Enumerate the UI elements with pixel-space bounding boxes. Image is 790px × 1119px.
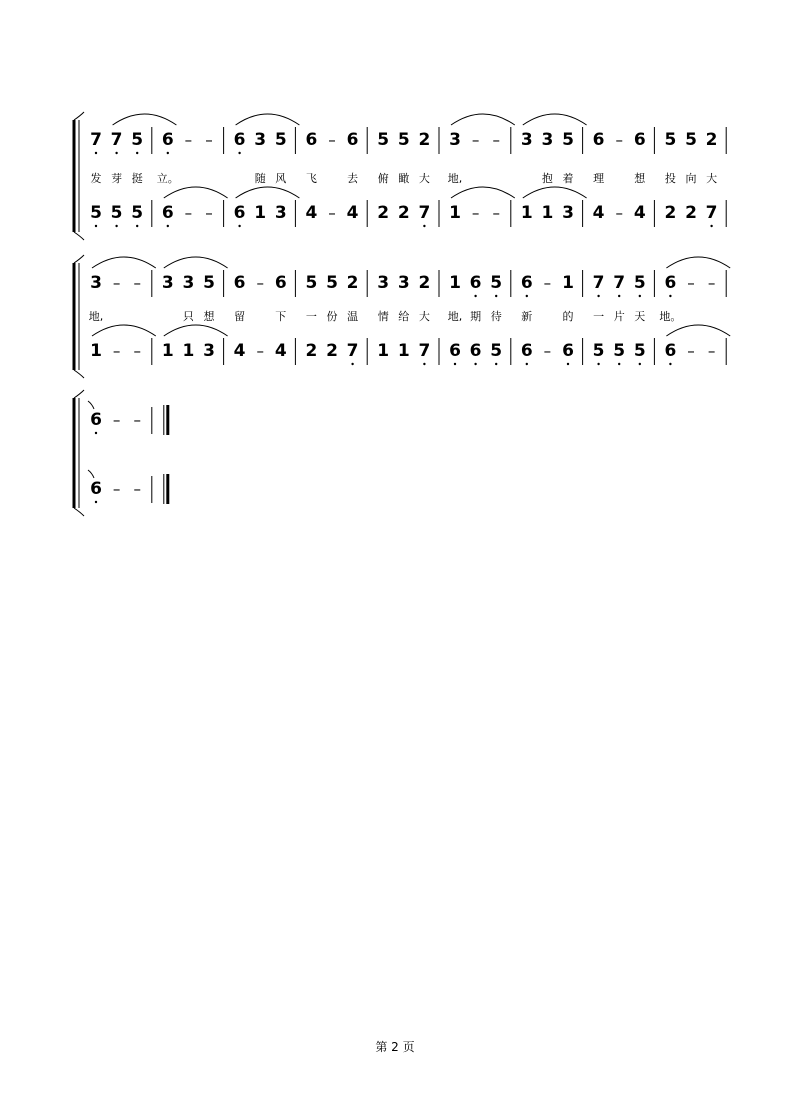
upper-dash: – <box>133 411 141 429</box>
lower-note: 2 <box>305 341 318 361</box>
upper-note: 3 <box>254 130 267 150</box>
upper-note: 6 <box>90 410 102 430</box>
tie-end-mark <box>88 470 94 478</box>
lyric-char: 想 <box>203 310 215 323</box>
upper-note: 5 <box>326 273 338 293</box>
low-octave-dot <box>526 363 528 365</box>
lower-note: 1 <box>541 203 554 223</box>
lyric-char: 投 <box>664 172 676 185</box>
upper-dash: – <box>471 131 480 149</box>
lower-note: 6 <box>90 479 102 499</box>
lyric-char: 留 <box>234 310 246 323</box>
lyric-char: 大 <box>706 172 718 185</box>
low-octave-dot <box>495 295 497 297</box>
slur-tie <box>451 187 515 198</box>
lower-note: 1 <box>449 203 461 223</box>
lyric-char: 片 <box>613 310 625 323</box>
lyric-char: 着 <box>562 172 574 185</box>
lyric-char: 下 <box>275 310 287 323</box>
slur-tie <box>236 114 300 125</box>
low-octave-dot <box>95 432 97 434</box>
low-octave-dot <box>597 363 599 365</box>
lyric-char: 飞 <box>305 172 317 185</box>
low-octave-dot <box>167 152 169 154</box>
low-octave-dot <box>597 295 599 297</box>
upper-dash: – <box>256 274 264 292</box>
lower-note: 6 <box>233 203 246 223</box>
lower-note: 6 <box>520 341 533 361</box>
lower-note: 5 <box>110 203 123 223</box>
lower-note: 3 <box>562 203 574 223</box>
upper-note: 3 <box>182 273 195 293</box>
tie-end-mark <box>88 401 94 409</box>
lower-dash: – <box>471 204 480 222</box>
low-octave-dot <box>351 363 353 365</box>
lower-note: 4 <box>274 341 287 361</box>
lyric-char: 立。 <box>156 172 179 185</box>
upper-dash: – <box>112 411 121 429</box>
upper-note: 1 <box>562 273 574 293</box>
lyric-char: 地, <box>447 310 463 323</box>
upper-note: 6 <box>233 273 246 293</box>
lower-note: 1 <box>254 203 267 223</box>
lower-dash: – <box>112 342 121 360</box>
low-octave-dot <box>454 363 456 365</box>
lyric-char: 期 <box>470 310 482 323</box>
lower-note: 4 <box>346 203 359 223</box>
low-octave-dot <box>669 363 671 365</box>
upper-note: 7 <box>613 273 626 293</box>
lyric-char: 只 <box>182 310 194 323</box>
slur-tie <box>523 114 587 125</box>
upper-note: 6 <box>520 273 533 293</box>
upper-note: 5 <box>490 273 503 293</box>
lyric-char: 去 <box>347 172 359 185</box>
upper-note: 3 <box>377 273 390 293</box>
low-octave-dot <box>167 225 169 227</box>
lower-note: 5 <box>490 341 503 361</box>
low-octave-dot <box>115 225 117 227</box>
low-octave-dot <box>95 225 97 227</box>
upper-note: 2 <box>418 130 431 150</box>
lower-note: 2 <box>326 341 338 361</box>
upper-note: 2 <box>346 273 359 293</box>
low-octave-dot <box>618 295 620 297</box>
lyric-char: 瞰 <box>398 172 410 185</box>
slur-tie <box>164 257 228 268</box>
slur-tie <box>113 114 177 125</box>
low-octave-dot <box>136 225 138 227</box>
low-octave-dot <box>95 501 97 503</box>
lower-dash: – <box>543 342 552 360</box>
low-octave-dot <box>526 295 528 297</box>
lyric-char: 想 <box>634 172 646 185</box>
upper-note: 2 <box>418 273 431 293</box>
lyric-char: 温 <box>347 310 359 323</box>
lower-dash: – <box>328 204 336 222</box>
upper-note: 6 <box>469 273 482 293</box>
slur-tie <box>523 187 587 198</box>
low-octave-dot <box>669 295 671 297</box>
lower-note: 3 <box>274 203 287 223</box>
upper-dash: – <box>707 274 716 292</box>
lyric-char: 的 <box>562 310 574 323</box>
lyric-char: 俯 <box>377 172 389 185</box>
lower-note: 1 <box>182 341 195 361</box>
lower-note: 6 <box>562 341 574 361</box>
bracket-hook-top <box>74 255 84 263</box>
upper-note: 3 <box>520 130 533 150</box>
lyric-char: 抱 <box>541 172 553 185</box>
upper-note: 6 <box>274 273 287 293</box>
low-octave-dot <box>474 363 476 365</box>
lower-note: 7 <box>705 203 718 223</box>
upper-note: 6 <box>161 130 174 150</box>
lyric-char: 挺 <box>131 172 143 185</box>
slur-tie <box>164 187 228 198</box>
upper-dash: – <box>184 131 193 149</box>
bracket-hook-bottom <box>74 508 84 516</box>
upper-dash: – <box>687 274 695 292</box>
slur-tie <box>92 325 156 336</box>
low-octave-dot <box>423 363 425 365</box>
lower-dash: – <box>205 204 213 222</box>
bracket-hook-bottom <box>74 232 84 240</box>
lower-note: 2 <box>377 203 390 223</box>
lower-dash: – <box>492 204 500 222</box>
lyric-char: 情 <box>377 310 389 323</box>
lower-note: 7 <box>418 203 431 223</box>
lyric-char: 天 <box>634 310 646 323</box>
lyric-char: 大 <box>418 172 430 185</box>
lower-note: 7 <box>418 341 431 361</box>
upper-note: 5 <box>664 130 677 150</box>
lower-note: 4 <box>233 341 246 361</box>
low-octave-dot <box>639 295 641 297</box>
upper-note: 7 <box>592 273 605 293</box>
upper-note: 3 <box>161 273 174 293</box>
lower-note: 7 <box>346 341 359 361</box>
upper-dash: – <box>543 274 552 292</box>
lower-note: 5 <box>613 341 626 361</box>
lyric-char: 待 <box>490 310 502 323</box>
lower-note: 1 <box>397 341 410 361</box>
page-number: 第 2 页 <box>375 1040 415 1054</box>
upper-dash: – <box>328 131 336 149</box>
low-octave-dot <box>495 363 497 365</box>
upper-dash: – <box>492 131 500 149</box>
lower-dash: – <box>133 480 141 498</box>
upper-note: 6 <box>664 273 677 293</box>
lyric-char: 份 <box>326 310 338 323</box>
upper-note: 5 <box>305 273 318 293</box>
upper-note: 5 <box>685 130 697 150</box>
upper-note: 5 <box>377 130 390 150</box>
bracket-hook-top <box>74 390 84 398</box>
lower-note: 1 <box>161 341 174 361</box>
lower-note: 1 <box>520 203 533 223</box>
low-octave-dot <box>710 225 712 227</box>
slur-tie <box>236 187 300 198</box>
lyric-char: 地。 <box>659 310 682 323</box>
low-octave-dot <box>238 225 240 227</box>
lyric-char: 一 <box>593 310 605 323</box>
upper-note: 3 <box>541 130 554 150</box>
upper-note: 3 <box>449 130 461 150</box>
lower-dash: – <box>687 342 695 360</box>
upper-dash: – <box>205 131 213 149</box>
lyric-char: 理 <box>593 172 605 185</box>
slur-tie <box>451 114 515 125</box>
lyric-char: 向 <box>685 172 697 185</box>
lower-note: 4 <box>633 203 646 223</box>
low-octave-dot <box>474 295 476 297</box>
lower-note: 6 <box>469 341 482 361</box>
lower-note: 5 <box>592 341 605 361</box>
upper-note: 6 <box>592 130 605 150</box>
lower-note: 5 <box>90 203 102 223</box>
low-octave-dot <box>95 152 97 154</box>
lyric-char: 给 <box>398 310 410 323</box>
upper-note: 3 <box>90 273 102 293</box>
lower-dash: – <box>133 342 141 360</box>
lower-note: 1 <box>90 341 102 361</box>
low-octave-dot <box>136 152 138 154</box>
upper-note: 7 <box>110 130 123 150</box>
lower-note: 4 <box>305 203 318 223</box>
lower-dash: – <box>256 342 264 360</box>
lyric-char: 一 <box>305 310 317 323</box>
low-octave-dot <box>423 225 425 227</box>
bracket-hook-top <box>74 112 84 120</box>
upper-dash: – <box>133 274 141 292</box>
upper-dash: – <box>112 274 121 292</box>
lyric-char: 新 <box>521 310 533 323</box>
lyric-char: 地, <box>447 172 463 185</box>
lyric-char: 地, <box>88 310 104 323</box>
upper-note: 6 <box>633 130 646 150</box>
lower-dash: – <box>707 342 716 360</box>
low-octave-dot <box>238 152 240 154</box>
slur-tie <box>666 325 730 336</box>
upper-note: 5 <box>203 273 215 293</box>
lower-dash: – <box>615 204 623 222</box>
lower-note: 4 <box>592 203 605 223</box>
upper-note: 5 <box>274 130 287 150</box>
lower-note: 2 <box>685 203 697 223</box>
low-octave-dot <box>115 152 117 154</box>
lyric-char: 芽 <box>111 172 123 185</box>
lower-note: 1 <box>377 341 390 361</box>
upper-note: 3 <box>397 273 410 293</box>
lower-note: 6 <box>449 341 461 361</box>
low-octave-dot <box>567 363 569 365</box>
lower-note: 3 <box>203 341 215 361</box>
slur-tie <box>164 325 228 336</box>
upper-note: 5 <box>131 130 144 150</box>
lower-note: 6 <box>161 203 174 223</box>
lyric-char: 大 <box>418 310 430 323</box>
upper-note: 5 <box>562 130 574 150</box>
lower-note: 6 <box>664 341 677 361</box>
bracket-hook-bottom <box>74 370 84 378</box>
upper-note: 2 <box>705 130 718 150</box>
upper-note: 6 <box>233 130 246 150</box>
upper-dash: – <box>615 131 623 149</box>
upper-note: 6 <box>305 130 318 150</box>
low-octave-dot <box>618 363 620 365</box>
lower-dash: – <box>184 204 193 222</box>
upper-note: 6 <box>346 130 359 150</box>
upper-note: 5 <box>397 130 410 150</box>
upper-note: 5 <box>633 273 646 293</box>
lower-dash: – <box>112 480 121 498</box>
lower-note: 2 <box>397 203 410 223</box>
lower-note: 5 <box>633 341 646 361</box>
upper-note: 7 <box>90 130 102 150</box>
lyric-char: 随 <box>254 172 266 185</box>
lower-note: 2 <box>664 203 677 223</box>
low-octave-dot <box>639 363 641 365</box>
lyric-char: 风 <box>275 172 287 185</box>
slur-tie <box>666 257 730 268</box>
lyric-char: 发 <box>90 172 102 185</box>
slur-tie <box>92 257 156 268</box>
upper-note: 1 <box>449 273 461 293</box>
lower-note: 5 <box>131 203 144 223</box>
